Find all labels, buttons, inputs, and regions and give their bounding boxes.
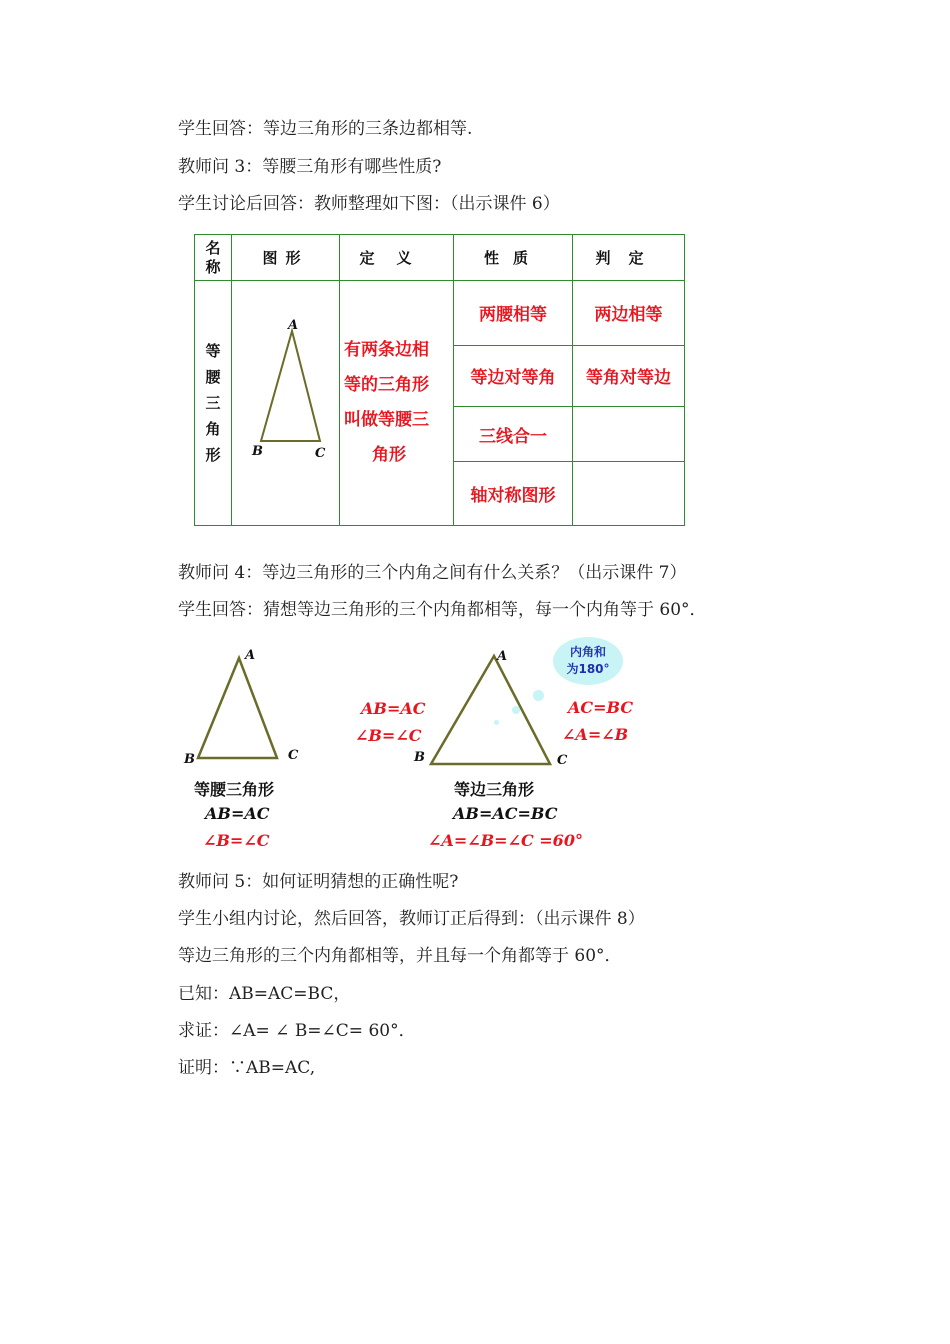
header-judgement-text: 判定	[595, 249, 662, 267]
text-line: 教师问 3：等腰三角形有哪些性质?	[178, 157, 442, 177]
property-cell	[454, 345, 573, 407]
bubble-line: 为180°	[566, 662, 610, 676]
property-cell	[454, 462, 573, 526]
left-vertex-c: C	[288, 748, 299, 763]
judgement-text: 两边相等	[594, 305, 663, 326]
equilateral-caption: 等边三角形	[454, 780, 535, 799]
property-text: 两腰相等	[479, 305, 547, 326]
definition-line: 有两条边相	[344, 340, 429, 360]
header-judgement	[573, 235, 685, 281]
definition-cell	[340, 281, 454, 526]
isosceles-property-table	[194, 234, 684, 525]
right-equation-1: AC=BC	[568, 698, 634, 717]
equilateral-eq2: ∠A=∠B=∠C =60°	[428, 831, 583, 850]
text-line: 教师问 4：等边三角形的三个内角之间有什么关系？（出示课件 7）	[178, 563, 687, 583]
bubble-dot	[512, 706, 520, 714]
header-property-text: 性质	[483, 249, 542, 267]
row-name: 等腰三角形	[205, 342, 221, 464]
property-text: 轴对称图形	[470, 486, 556, 507]
text-line: 学生小组内讨论，然后回答，教师订正后得到：（出示课件 8）	[178, 909, 645, 929]
isosceles-triangle-shape	[198, 658, 277, 758]
angle-sum-bubble	[553, 637, 623, 685]
bubble-dot	[494, 720, 499, 725]
header-property	[454, 235, 573, 281]
figure-cell	[232, 281, 340, 526]
triangle-shape	[261, 331, 320, 441]
left-equation-1: AB=AC	[361, 699, 426, 718]
property-cell	[454, 407, 573, 462]
text-line: 已知：AB=AC=BC，	[178, 984, 351, 1004]
text-line: 证明：∵AB=AC,	[178, 1058, 316, 1078]
property-text: 三线合一	[479, 426, 547, 447]
left-vertex-b: B	[184, 752, 195, 767]
left-equation-2: ∠B=∠C	[355, 726, 422, 745]
judgement-text: 等角对等边	[586, 368, 671, 389]
definition-line: 角形	[372, 445, 406, 465]
header-definition-text: 定义	[359, 249, 434, 267]
right-equation-2: ∠A=∠B	[562, 725, 629, 744]
left-vertex-a: A	[245, 648, 256, 663]
judgement-cell	[573, 462, 685, 526]
bubble-line: 内角和	[569, 645, 606, 659]
equilateral-eq1: AB=AC=BC	[453, 804, 558, 823]
property-text: 等边对等角	[470, 368, 556, 389]
row-name-cell	[195, 281, 232, 526]
definition-text	[340, 333, 453, 473]
equilateral-triangle-shape	[431, 656, 550, 764]
right-vertex-a: A	[497, 649, 508, 664]
text-line: 学生回答：猜想等边三角形的三个内角都相等，每一个内角等于 60°．	[178, 600, 707, 620]
text-line: 教师问 5：如何证明猜想的正确性呢?	[178, 872, 459, 892]
bubble-dot	[533, 690, 544, 701]
text-line: 求证：∠A= ∠ B=∠C= 60°．	[178, 1021, 416, 1041]
right-vertex-c: C	[557, 753, 568, 768]
definition-line: 等的三角形	[344, 375, 429, 395]
property-cell	[454, 281, 573, 346]
isosceles-triangle-diagram	[232, 281, 340, 525]
header-name	[195, 235, 232, 281]
header-definition	[340, 235, 454, 281]
judgement-cell	[573, 407, 685, 462]
judgement-cell	[573, 281, 685, 346]
header-figure	[232, 235, 340, 281]
isosceles-eq2: ∠B=∠C	[203, 831, 270, 850]
vertex-label-b: B	[252, 444, 263, 459]
isosceles-eq1: AB=AC	[205, 804, 270, 823]
vertex-label-c: C	[315, 446, 326, 461]
vertex-label-a: A	[288, 318, 299, 333]
isosceles-caption: 等腰三角形	[194, 780, 275, 799]
text-line: 学生讨论后回答：教师整理如下图：（出示课件 6）	[178, 194, 560, 214]
header-name-text: 名称	[205, 238, 221, 276]
text-line: 学生回答：等边三角形的三条边都相等.	[178, 119, 473, 139]
judgement-cell	[573, 345, 685, 407]
header-figure-text: 图形	[262, 249, 309, 267]
right-vertex-b: B	[414, 750, 425, 765]
text-line: 等边三角形的三个内角都相等，并且每一个角都等于 60°．	[178, 946, 622, 966]
definition-line: 叫做等腰三	[344, 410, 429, 430]
